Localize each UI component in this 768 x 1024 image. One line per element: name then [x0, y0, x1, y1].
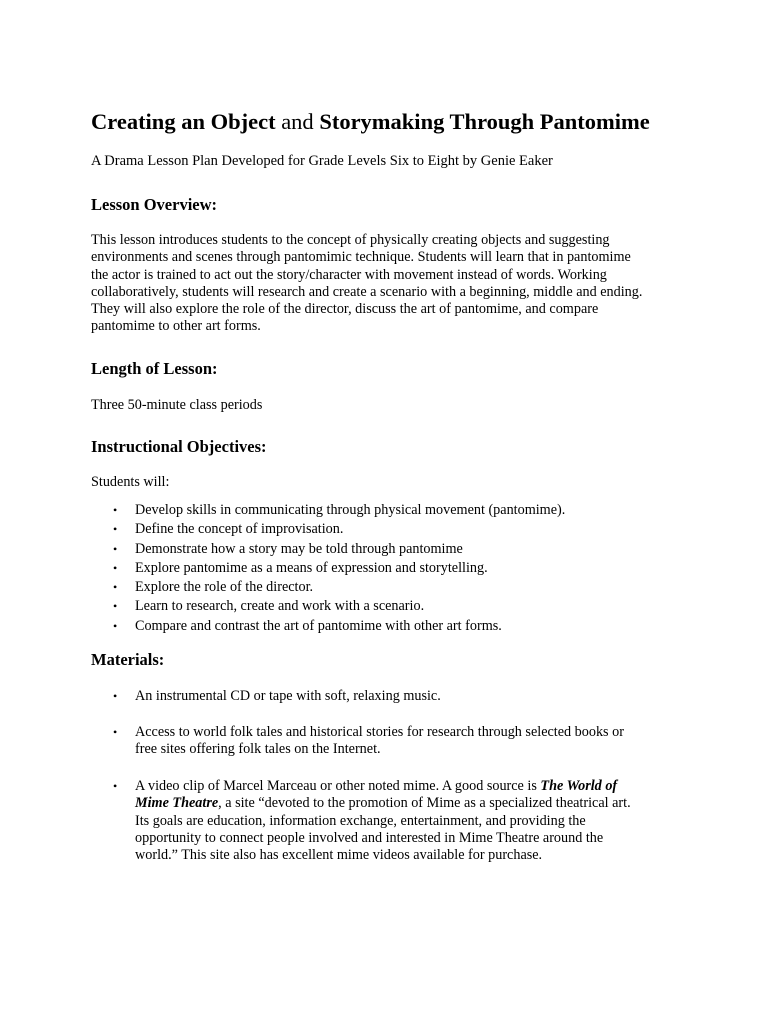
- objective-text: Explore the role of the director.: [135, 579, 314, 596]
- source-title: The World of: [540, 778, 618, 794]
- objective-text: Compare and contrast the art of pantomime with other art forms.: [135, 617, 502, 634]
- overview-line: pantomime to other art forms.: [91, 318, 261, 335]
- title-connector: and: [275, 109, 320, 134]
- bullet: •: [113, 779, 118, 793]
- objectives-list: [91, 501, 711, 636]
- overview-line: environments and scenes through pantomimic technique. Students will learn that in pantomime: [91, 249, 631, 266]
- objective-text: Develop skills in communicating through physical movement (pantomime).: [135, 502, 566, 518]
- list-item: [91, 501, 711, 520]
- material-text: A video clip of Marcel Marceau or other noted mime. A good source is: [135, 778, 541, 794]
- objective-text: Learn to research, create and work with a scenario.: [135, 598, 425, 615]
- overview-line: They will also explore the role of the director, discuss the art of pantomime, and compare: [91, 301, 599, 318]
- overview-line: the actor is trained to act out the story/character with movement instead of words. Working: [91, 266, 607, 283]
- list-item: [91, 617, 711, 636]
- bullet: •: [113, 580, 118, 595]
- objectives-heading: Instructional Objectives:: [91, 437, 267, 456]
- length-text: Three 50-minute class periods: [91, 397, 263, 413]
- material-text: free sites offering folk tales on the Internet.: [135, 741, 381, 758]
- page-title: [91, 108, 650, 136]
- bullet: •: [113, 599, 118, 614]
- material-text: An instrumental CD or tape with soft, relaxing music.: [135, 688, 441, 704]
- page-subtitle: A Drama Lesson Plan Developed for Grade Levels Six to Eight by Genie Eaker: [91, 153, 553, 169]
- material-line: [135, 795, 711, 812]
- objective-text: Explore pantomime as a means of expression and storytelling.: [135, 559, 488, 576]
- materials-item-video: [91, 778, 711, 864]
- materials-item-music: [91, 688, 711, 705]
- material-text: , a site “devoted to the promotion of Mime as a specialized theatrical art.: [218, 795, 631, 812]
- material-text: opportunity to connect people involved and interested in Mime Theatre around the: [135, 829, 604, 846]
- material-text: Access to world folk tales and historical stories for research through selected books or: [135, 724, 624, 740]
- bullet: •: [113, 725, 118, 739]
- bullet: •: [113, 689, 118, 703]
- list-item: [91, 578, 711, 597]
- material-line: [135, 778, 711, 795]
- list-item: [91, 520, 711, 539]
- overview-line: collaboratively, students will research and create a scenario with a beginning, middle and ending.: [91, 283, 643, 300]
- list-item: [91, 559, 711, 578]
- objective-text: Demonstrate how a story may be told through pantomime: [135, 540, 463, 557]
- material-text: Its goals are education, information exchange, entertainment, and providing the: [135, 812, 586, 829]
- objective-text: Define the concept of improvisation.: [135, 521, 344, 538]
- overview-paragraph: [91, 232, 691, 336]
- bullet: •: [113, 541, 118, 556]
- bullet: •: [113, 618, 118, 633]
- title-part-1: Creating an Object: [91, 109, 276, 134]
- materials-item-folk-tales: [91, 724, 711, 759]
- bullet: •: [113, 560, 118, 575]
- bullet: •: [113, 522, 118, 537]
- title-part-2: Storymaking Through Pantomime: [319, 109, 650, 134]
- overview-line: This lesson introduces students to the concept of physically creating objects and suggesting: [91, 232, 610, 248]
- source-title: Mime Theatre: [135, 795, 219, 812]
- objectives-intro: Students will:: [91, 474, 170, 490]
- material-text: world.” This site also has excellent mime videos available for purchase.: [135, 847, 543, 864]
- list-item: [91, 597, 711, 616]
- overview-heading: Lesson Overview:: [91, 195, 218, 214]
- length-heading: Length of Lesson:: [91, 359, 218, 378]
- materials-heading: Materials:: [91, 650, 165, 669]
- list-item: [91, 540, 711, 559]
- bullet: •: [113, 503, 118, 517]
